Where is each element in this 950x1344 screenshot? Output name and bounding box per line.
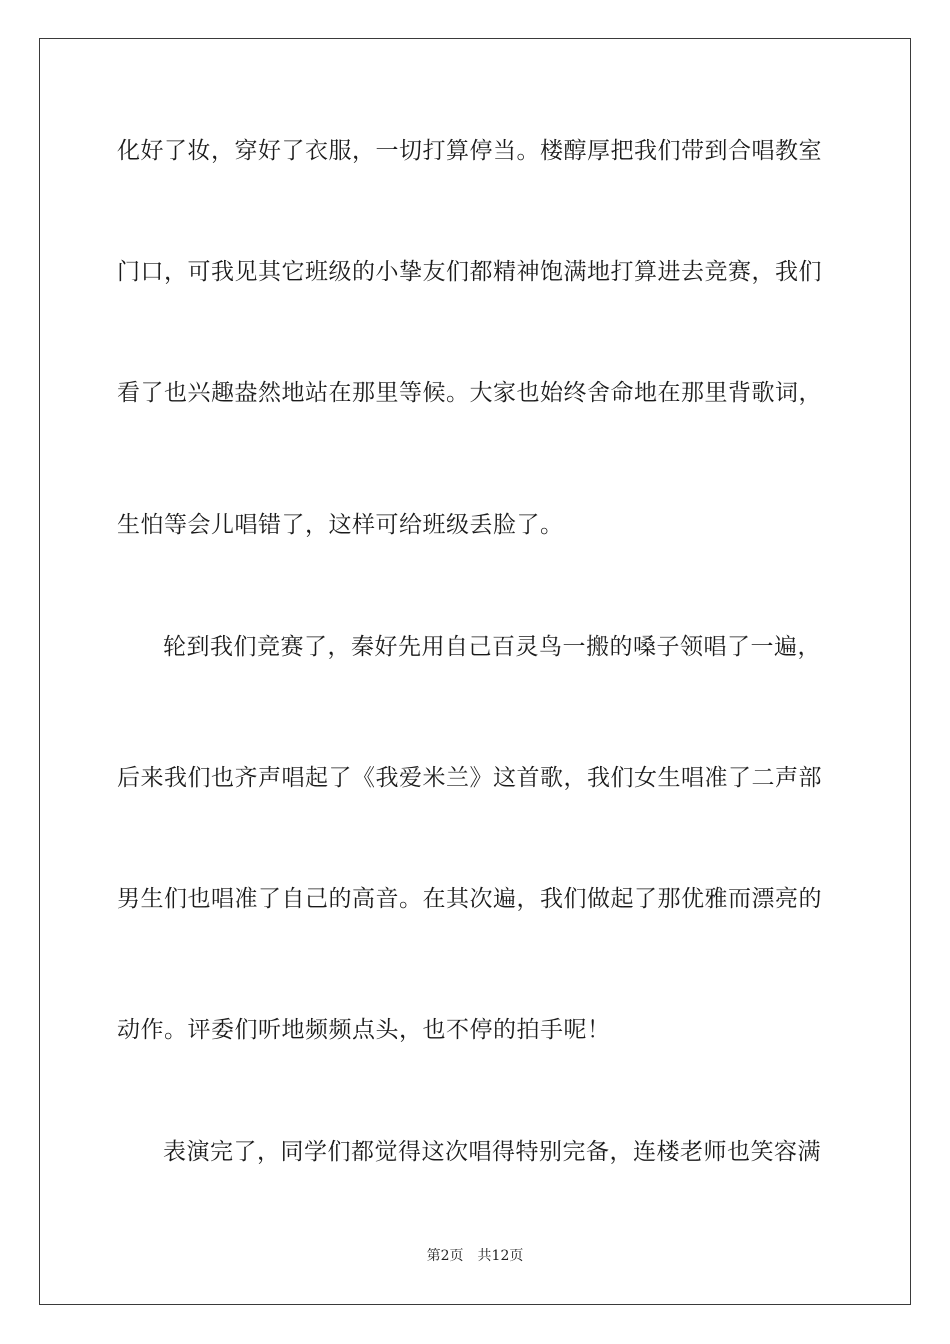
page-number: 第2页 (426, 1248, 464, 1264)
text-line: 门口，可我见其它班级的小挚友们都精神饱满地打算进去竞赛，我们 (117, 259, 822, 285)
paragraph-first-line: 轮到我们竞赛了，秦好先用自己百灵鸟一搬的嗓子领唱了一遍， (163, 634, 821, 660)
text-line: 动作。评委们听地频频点头，也不停的拍手呢！ (117, 1017, 611, 1043)
page-total: 共12页 (477, 1248, 524, 1264)
page-border (39, 38, 911, 1305)
page-footer (0, 1247, 950, 1265)
text-line: 化好了妆，穿好了衣服，一切打算停当。楼醇厚把我们带到合唱教室 (117, 138, 822, 164)
text-line: 后来我们也齐声唱起了《我爱米兰》这首歌，我们女生唱准了二声部 (117, 765, 822, 791)
text-line: 生怕等会儿唱错了，这样可给班级丢脸了。 (117, 512, 564, 538)
paragraph-first-line: 表演完了，同学们都觉得这次唱得特别完备，连楼老师也笑容满 (163, 1139, 821, 1165)
text-line: 看了也兴趣盎然地站在那里等候。大家也始终舍命地在那里背歌词， (117, 380, 822, 406)
text-line: 男生们也唱准了自己的高音。在其次遍，我们做起了那优雅而漂亮的 (117, 886, 822, 912)
